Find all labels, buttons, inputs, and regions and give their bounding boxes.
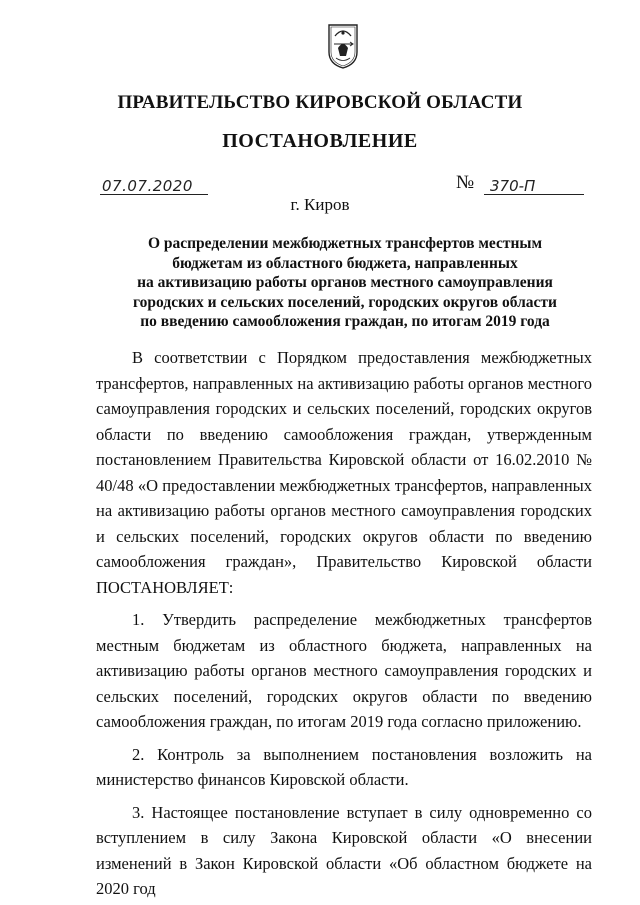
heading-line: на активизацию работы органов местного самоуправления: [137, 274, 553, 291]
heading-line: О распределении межбюджетных трансфертов местным: [147, 235, 543, 252]
document-number: 370-П: [484, 178, 584, 195]
heading-line: по введению самообложения граждан, по итогам 2019 года: [140, 313, 550, 330]
resolution-heading: [100, 234, 590, 332]
kirov-coat-of-arms-icon: [326, 22, 360, 70]
city: г. Киров: [290, 195, 350, 214]
document-kind: ПОСТАНОВЛЕНИЕ: [222, 130, 418, 152]
number-sign: №: [456, 172, 475, 193]
heading-line: бюджетам из областного бюджета, направленных: [172, 254, 518, 272]
document-body: [96, 345, 592, 902]
clause-paragraph: 1. Утвердить распределение межбюджетных трансфертов местным бюджетам из областного бюджета, направленных на активизацию работы органов местного самоуправления городских и сельских поселений, городских округов области по введению самообложения граждан, по итогам 2019 года согласно приложению.: [96, 610, 592, 731]
clause-paragraph: 3. Настоящее постановление вступает в силу одновременно со вступлением в силу Закона Кировской области «О внесении изменений в Закон Кировской области «Об областном бюджете на 2020 год: [96, 802, 592, 898]
heading-line: городских и сельских поселений, городских округов области: [133, 293, 557, 311]
document-date: 07.07.2020: [100, 178, 208, 195]
government-title: ПРАВИТЕЛЬСТВО КИРОВСКОЙ ОБЛАСТИ: [117, 92, 523, 113]
preamble-paragraph: В соответствии с Порядком предоставления межбюджетных трансфертов, направленных на активизацию работы органов местного самоуправления городских и сельских поселений, городских округов области по введению самообложения граждан, утвержденным постановлением Правительства Кировской области от 16.02.2010 № 40/48 «О предоставлении межбюджетных трансфертов, направленных на активизацию работы органов местного самоуправления городских и сельских поселений, городских округов области по введению самообложения граждан», Правительство Кировской области ПОСТАНОВЛЯЕТ:: [96, 348, 592, 597]
clause-paragraph: 2. Контроль за выполнением постановления возложить на министерство финансов Кировской области.: [96, 744, 592, 789]
